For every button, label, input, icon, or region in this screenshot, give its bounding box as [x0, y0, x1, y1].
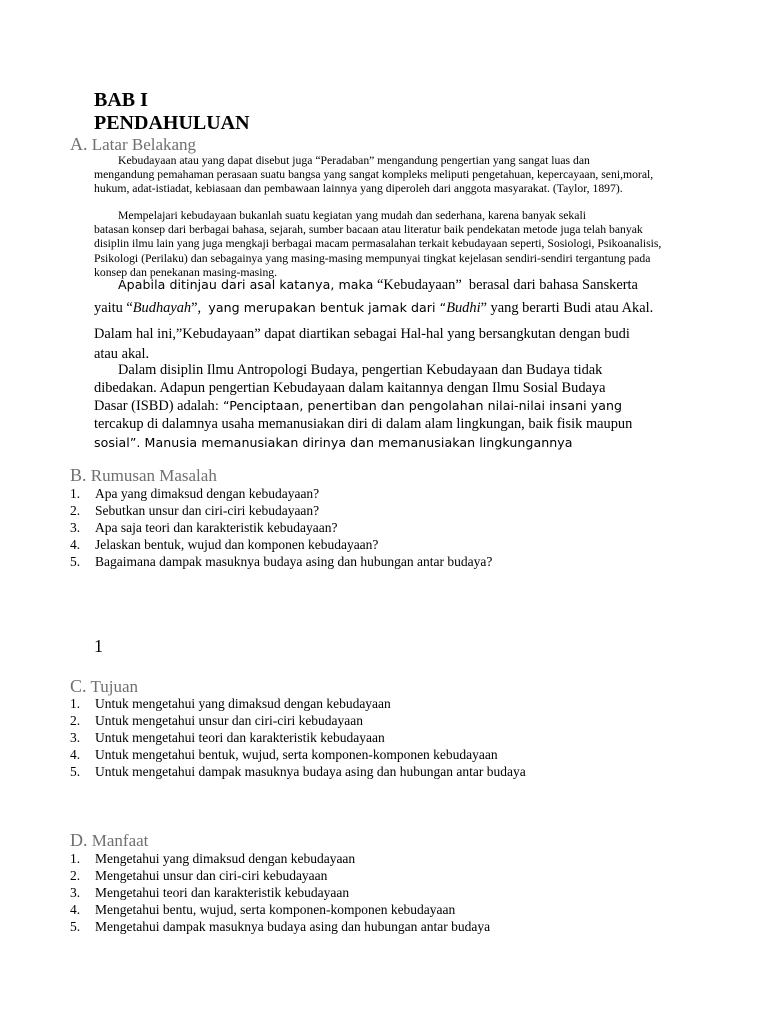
list-item-number: 5. — [70, 764, 81, 779]
list-item — [70, 729, 526, 746]
list-item-number: 3. — [70, 520, 81, 535]
list-item-text: Bagaimana dampak masuknya budaya asing dan hubungan antar budaya? — [95, 554, 493, 569]
list-item — [70, 746, 526, 763]
list-item-number: 2. — [70, 868, 81, 883]
list-item-text: Untuk mengetahui teori dan karakteristik kebudayaan — [95, 730, 385, 745]
list-item-text: Untuk mengetahui unsur dan ciri-ciri kebudayaan — [95, 713, 364, 728]
list-item-number: 1. — [70, 851, 81, 866]
paragraph-5-line-3-sans: : “Penciptaan, penertiban dan pengolahan nilai-nilai insani yang — [214, 398, 623, 413]
section-a-heading — [70, 134, 196, 155]
paragraph-1-line-1: Kebudayaan atau yang dapat disebut juga “Peradaban” mengandung pengertian yang sangat luas dan — [118, 154, 590, 167]
list-item-number: 5. — [70, 554, 81, 569]
list-item — [70, 519, 492, 536]
paragraph-2-line-1: Mempelajari kebudayaan bukanlah suatu kegiatan yang mudah dan sederhana, karena banyak sekali — [118, 209, 586, 222]
list-item-text: Apa yang dimaksud dengan kebudayaan? — [95, 486, 320, 501]
paragraph-3-line-2-start: yaitu “ — [94, 300, 133, 316]
paragraph-3-line-2-sans: yang merupakan bentuk jamak dari “ — [208, 300, 447, 315]
term-budhi: Budhi — [446, 300, 481, 316]
list-item-text: Sebutkan unsur dan ciri-ciri kebudayaan? — [95, 503, 320, 518]
paragraph-5-line-3 — [94, 398, 622, 415]
list-item-number: 1. — [70, 486, 81, 501]
paragraph-5-line-2: dibedakan. Adapun pengertian Kebudayaan dalam kaitannya dengan Ilmu Sosial Budaya — [94, 380, 606, 396]
list-item — [70, 695, 526, 712]
section-c-heading — [70, 676, 138, 697]
list-item — [70, 867, 490, 884]
paragraph-3-line-2-mid: ”, — [191, 300, 209, 316]
list-item-text: Mengetahui unsur dan ciri-ciri kebudayaan — [95, 868, 328, 883]
section-d-title: Manfaat — [91, 831, 149, 850]
paragraph-1-rest: mengandung pemahaman perasaan suatu bangsa yang sangat kompleks meliputi pengetahuan, kepercayaan, seni,moral, hukum, adat-istiadat, kebiasaan dan pembawaan lainnya yang diperoleh dari anggota masyarakat. (Taylor, 1897). — [94, 168, 654, 196]
list-item — [70, 850, 490, 867]
list-item-text: Untuk mengetahui bentuk, wujud, serta komponen-komponen kebudayaan — [95, 747, 498, 762]
list-item-text: Mengetahui dampak masuknya budaya asing dan hubungan antar budaya — [95, 919, 491, 934]
tujuan-list — [70, 695, 526, 780]
term-budhayah: Budhayah — [132, 300, 192, 316]
list-item — [70, 763, 526, 780]
section-c-title: Tujuan — [90, 677, 139, 696]
paragraph-4-line-1: Dalam hal ini,”Kebudayaan” dapat diartikan sebagai Hal-hal yang bersangkutan dengan budi — [94, 326, 630, 342]
list-item-text: Mengetahui yang dimaksud dengan kebudayaan — [95, 851, 356, 866]
list-item-number: 3. — [70, 885, 81, 900]
list-item — [70, 884, 490, 901]
paragraph-5-line-5: sosial”. Manusia memanusiakan dirinya dan memanusiakan lingkungannya — [94, 435, 573, 450]
paragraph-4-line-2: atau akal. — [94, 346, 150, 362]
chapter-number: BAB I — [94, 89, 148, 111]
list-item — [70, 918, 490, 935]
paragraph-3-line-2-end: ” yang berarti Budi atau Akal. — [480, 300, 654, 316]
list-item — [70, 712, 526, 729]
list-item-text: Apa saja teori dan karakteristik kebudayaan? — [95, 520, 338, 535]
paragraph-3-line-2 — [94, 300, 653, 317]
paragraph-3-line-1-end: berasal dari bahasa Sanskerta — [461, 277, 638, 293]
section-c-letter: C. — [70, 676, 87, 696]
list-item-number: 1. — [70, 696, 81, 711]
list-item-number: 4. — [70, 537, 81, 552]
chapter-title: PENDAHULUAN — [94, 112, 250, 134]
list-item-number: 5. — [70, 919, 81, 934]
section-d-heading — [70, 830, 148, 851]
paragraph-mempelajari — [94, 209, 674, 280]
section-b-heading — [70, 465, 217, 486]
list-item — [70, 536, 492, 553]
section-d-letter: D. — [70, 830, 88, 850]
manfaat-list — [70, 850, 490, 935]
list-item-number: 3. — [70, 730, 81, 745]
list-item-number: 4. — [70, 747, 81, 762]
list-item — [70, 485, 492, 502]
list-item-number: 4. — [70, 902, 81, 917]
section-a-title: Latar Belakang — [91, 135, 197, 154]
list-item — [70, 901, 490, 918]
list-item-number: 2. — [70, 713, 81, 728]
paragraph-5-line-1: Dalam disiplin Ilmu Antropologi Budaya, pengertian Kebudayaan dan Budaya tidak — [118, 362, 603, 378]
section-b-title: Rumusan Masalah — [90, 466, 217, 485]
rumusan-masalah-list — [70, 485, 492, 570]
list-item-text: Untuk mengetahui yang dimaksud dengan kebudayaan — [95, 696, 391, 711]
list-item — [70, 553, 492, 570]
list-item-number: 2. — [70, 503, 81, 518]
paragraph-kebudayaan-definition — [94, 154, 674, 197]
paragraph-3-line-1-quote: “Kebudayaan” — [377, 277, 462, 293]
section-b-letter: B. — [70, 465, 87, 485]
paragraph-3-line-1-sans: Apabila ditinjau dari asal katanya, maka — [118, 277, 374, 292]
list-item-text: Jelaskan bentuk, wujud dan komponen kebudayaan? — [95, 537, 379, 552]
section-a-letter: A. — [70, 134, 88, 154]
paragraph-5-line-4: tercakup di dalamnya usaha memanusiakan diri di dalam alam lingkungan, baik fisik maupun — [94, 416, 633, 432]
page-number: 1 — [94, 636, 103, 656]
paragraph-2-rest: batasan konsep dari berbagai bahasa, sejarah, sumber bacaan atau literatur baik pendekatan metode juga telah banyak disiplin ilmu lain yang juga mengkaji berbagai macam permasalahan terkait kebudayaan seperti, Sosiologi, Psikoanalisis, Psikologi (Perilaku) dan sebagainya yang masing-masing mempunyai tingkat kejelasan sendiri-sendiri tergantung pada konsep dan penekanan masing-masing. — [94, 223, 662, 279]
list-item-text: Untuk mengetahui dampak masuknya budaya asing dan hubungan antar budaya — [95, 764, 526, 779]
paragraph-5-line-3-start: Dasar (ISBD) adalah — [94, 398, 215, 414]
list-item — [70, 502, 492, 519]
paragraph-3-line-1 — [118, 277, 638, 294]
list-item-text: Mengetahui teori dan karakteristik kebudayaan — [95, 885, 350, 900]
list-item-text: Mengetahui bentu, wujud, serta komponen-komponen kebudayaan — [95, 902, 456, 917]
